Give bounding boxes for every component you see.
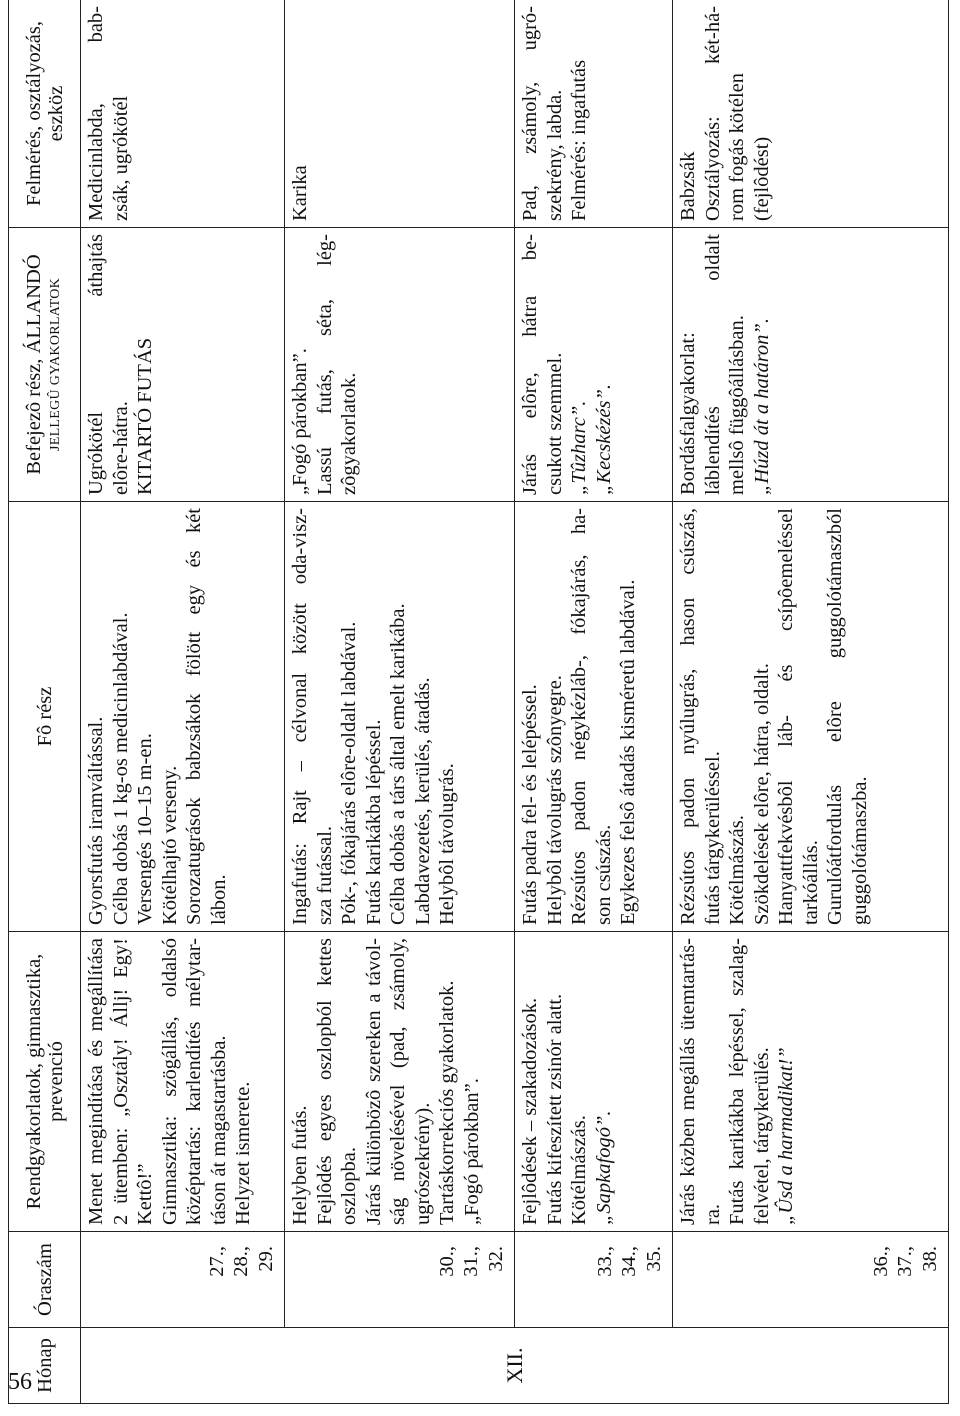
table-row xyxy=(285,0,515,1404)
rend-cell: Helyben futás. Fejlôdés egyes oszlopból kettes oszlopba. Járás különbözô szereken a távol- ság növelésével (pad, zsámoly, ugrószekrény). Tartáskorrekciós gyakorlatok. „Fogó párokban”. xyxy=(285,932,515,1232)
hours-cell: 30., 31., 32. xyxy=(285,1232,515,1328)
hours-cell: 33., 34., 35. xyxy=(515,1232,673,1328)
header-bef: Befejezô rész, ÁLLANDÓ JELLEGÛ GYAKORLATOK xyxy=(9,228,81,502)
header-rend: Rendgyakorlatok, gimnasztika, prevenció xyxy=(9,932,81,1232)
rend-cell: Fejlôdések – szakadozások. Futás kifeszített zsinór alatt. Kötélmászás. „Sapkafogó”. xyxy=(515,932,673,1232)
header-fo: Fô rész xyxy=(9,502,81,932)
month-cell: XII. xyxy=(81,1328,949,1404)
bef-cell: Ugrókötél áthajtás elôre-hátra. KITARTÓ FUTÁS xyxy=(81,228,285,502)
felm-cell: Pad, zsámoly, ugró- szekrény, labda. Felmérés: ingafutás xyxy=(515,0,673,228)
curriculum-table xyxy=(8,0,949,1404)
fo-cell: Rézsútos padon nyúlugrás, hason csúszás, futás tárgykerüléssel. Kötélmászás. Szökdelések elôre, hátra, oldalt. Hanyattfekvésbôl láb- és csípôemeléssel tarkóállás. Gurulóátfordulás elôre guggolótámaszból guggolótámaszba. xyxy=(673,502,949,932)
header-month: Hónap xyxy=(9,1328,81,1404)
bef-cell: „Fogó párokban”. Lassú futás, séta, lég- zôgyakorlatok. xyxy=(285,228,515,502)
fo-cell: Futás padra fel- és lelépéssel. Helybôl távolugrás szônyegre. Rézsútos padon négykézláb-, fókajárás, ha- son csúszás. Egykezes felsô átadás kisméretû labdával. xyxy=(515,502,673,932)
hours-cell: 27., 28., 29. xyxy=(81,1232,285,1328)
table-row xyxy=(673,0,949,1404)
header-hours: Óraszám xyxy=(9,1232,81,1328)
hours-cell: 36., 37., 38. xyxy=(673,1232,949,1328)
felm-cell: Medicinlabda, bab- zsák, ugrókötél xyxy=(81,0,285,228)
table-row xyxy=(81,0,285,1404)
rend-cell: Járás közben megállás ütemtartás- ra. Futás karikákba lépéssel, szalag- felvétel, tárgykerülés. „Ûsd a harmadikat!” xyxy=(673,932,949,1232)
felm-cell: Karika xyxy=(285,0,515,228)
header-row xyxy=(9,0,81,1404)
header-felm: Felmérés, osztályozás, eszköz xyxy=(9,0,81,228)
bef-cell: Járás elôre, hátra be- csukott szemmel. „Tûzharc”. „Kecskézés”. xyxy=(515,228,673,502)
fo-cell: Ingafutás: Rajt – célvonal között oda-visz- sza futással. Pók-, fókajárás elôre-oldalt labdával. Futás karikákba lépéssel. Célba dobás a társ által emelt karikába. Labdavezetés, kerülés, átadás. Helybôl távolugrás. xyxy=(285,502,515,932)
page-number: 56 xyxy=(8,1369,32,1395)
rotated-table-wrapper xyxy=(8,0,948,1404)
table-row xyxy=(515,0,673,1404)
rend-cell: Menet megindítása és megállítása 2 ütemben: „Osztály! Állj! Egy! Kettô!” Gimnasztika: szögállás, oldalsó középtartás: karlendítés mélytar- táson át magastartásba. Helyzet ismerete. xyxy=(81,932,285,1232)
fo-cell: Gyorsfutás iramváltással. Célba dobás 1 kg-os medicinlabdával. Versengés 10–15 m-en. Kötélhajtó verseny. Sorozatugrások babzsákok fölött egy és két lábon. xyxy=(81,502,285,932)
felm-cell: Babzsák Osztályozás: két-há- rom fogás kötélen (fejlôdést) xyxy=(673,0,949,228)
bef-cell: Bordásfalgyakorlat: láblendítés oldalt mellsô függôállásban. „Húzd át a határon”. xyxy=(673,228,949,502)
